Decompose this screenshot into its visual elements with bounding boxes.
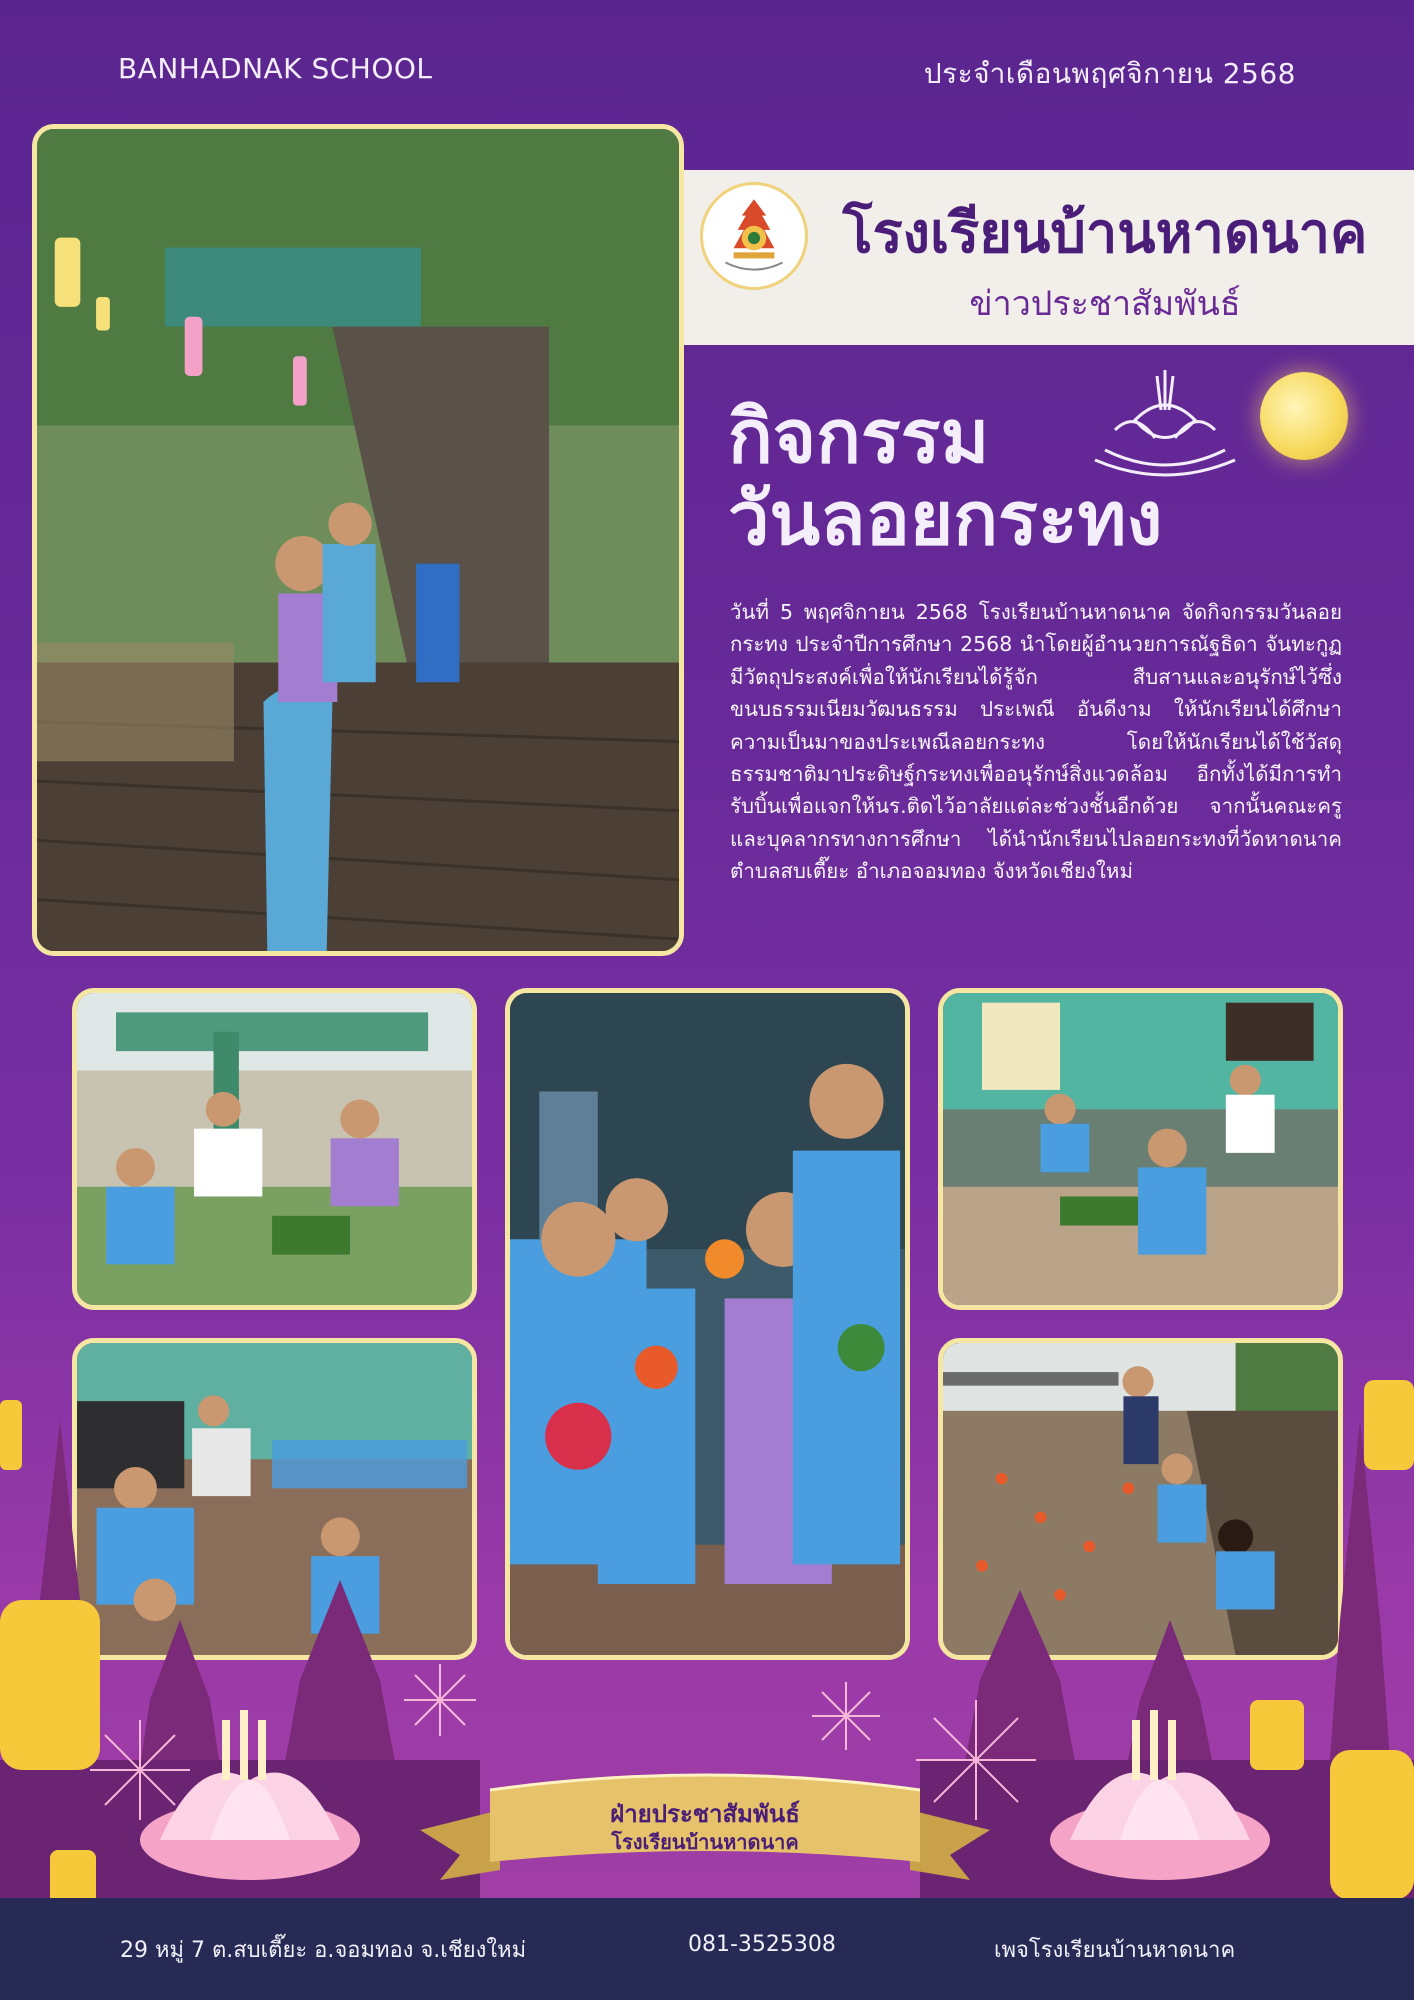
gallery-photo-1 bbox=[72, 988, 477, 1310]
school-name: โรงเรียนบ้านหาดนาค bbox=[842, 201, 1368, 266]
footer-phone: 081-3525308 bbox=[688, 1932, 836, 1957]
credit-ribbon bbox=[420, 1770, 990, 1880]
krathong-icon bbox=[1085, 360, 1245, 480]
header-school-name: BANHADNAK SCHOOL bbox=[118, 52, 433, 85]
footer-page: เพจโรงเรียนบ้านหาดนาค bbox=[994, 1938, 1236, 1963]
moon-icon bbox=[1260, 372, 1348, 460]
gallery-photo-3 bbox=[938, 988, 1343, 1310]
main-photo bbox=[32, 124, 684, 956]
footer-address: 29 หมู่ 7 ต.สบเตี๊ยะ อ.จอมทอง จ.เชียงใหม่ bbox=[120, 1938, 527, 1963]
ribbon-line2: โรงเรียนบ้านหาดนาค bbox=[611, 1830, 799, 1854]
activity-title-line2: วันลอยกระทง bbox=[728, 476, 1163, 562]
header-month: ประจำเดือนพฤศจิกายน 2568 bbox=[923, 57, 1296, 90]
activity-body: วันที่ 5 พฤศจิกายน 2568 โรงเรียนบ้านหาดนาค จัดกิจกรรมวันลอยกระทง ประจำปีการศึกษา 2568 นำโดยผู้อำนวยการณัฐธิดา จันทะกูฏ มีวัตถุประสงค์เพื่อให้นักเรียนได้รู้จัก สืบสานและอนุรักษ์ไว้ซึ่งขนบธรรมเนียมวัฒนธรรม ประเพณี อันดีงาม ให้นักเรียนได้ศึกษาความเป็นมาของประเพณีลอยกระทง โดยให้นักเรียนได้ใช้วัสดุธรรมชาติมาประดิษฐ์กระทงเพื่ออนุรักษ์สิ่งแวดล้อม อีกทั้งได้มีการทำรับบิ้นเพื่อแจกให้นร.ติดไว้อาลัยแต่ละช่วงชั้นอีกด้วย จากนั้นคณะครูและบุคลากรทางการศึกษา ได้นำนักเรียนไปลอยกระทงที่วัดหาดนาค ตำบลสบเตี๊ยะ อำเภอจอมทอง จังหวัดเชียงใหม่ bbox=[730, 600, 1342, 884]
footer bbox=[0, 1898, 1414, 2000]
banner-subtitle: ข่าวประชาสัมพันธ์ bbox=[969, 284, 1241, 324]
ribbon-line1: ฝ่ายประชาสัมพันธ์ bbox=[610, 1800, 800, 1828]
school-seal-icon bbox=[700, 182, 808, 290]
activity-title-line1: กิจกรรม bbox=[728, 394, 990, 480]
